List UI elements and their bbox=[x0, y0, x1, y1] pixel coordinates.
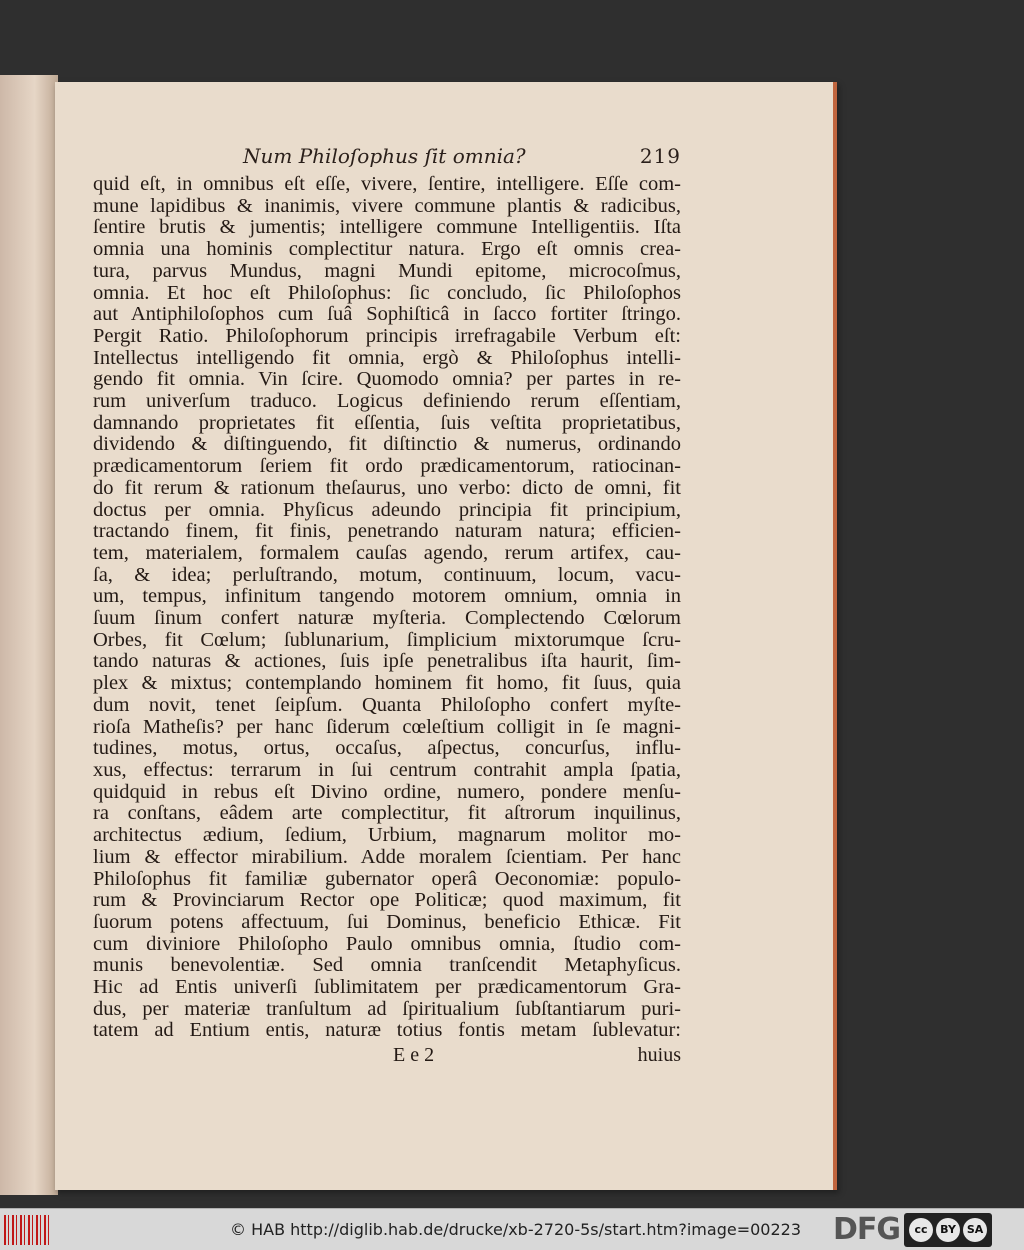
text-line: dus, per materiæ tranſultum ad ſpiritualium ſubſtantiarum puri- bbox=[93, 998, 681, 1020]
text-line: tem, materialem, formalem cauſas agendo, rerum artifex, cau- bbox=[93, 542, 681, 564]
text-line: xus, effectus: terrarum in ſui centrum contrahit ampla ſpatia, bbox=[93, 759, 681, 781]
signature-mark: E e 2 bbox=[393, 1044, 435, 1067]
text-line: rum univerſum traduco. Logicus definiendo rerum eſſentiam, bbox=[93, 391, 681, 413]
text-line: um, tempus, infinitum tangendo motorem omnium, omnia in bbox=[93, 586, 681, 608]
text-line: rioſa Matheſis? per hanc ſiderum cœleſtium colligit in ſe magni- bbox=[93, 716, 681, 738]
text-line: do fit rerum & rationum theſaurus, uno verbo: dicto de omni, fit bbox=[93, 477, 681, 499]
dfg-logo[interactable]: DFG bbox=[833, 1212, 901, 1247]
text-line: prædicamentorum ſeriem fit ordo prædicamentorum, ratiocinan- bbox=[93, 456, 681, 478]
body-text bbox=[93, 174, 681, 1042]
text-line: doctus per omnia. Phyſicus adeundo principia fit principium, bbox=[93, 499, 681, 521]
text-line: aut Antiphiloſophos cum ſuâ Sophiſticâ in ſacco fortiter ſtringo. bbox=[93, 304, 681, 326]
text-line: ſuorum potens affectuum, ſui Dominus, beneficio Ethicæ. Fit bbox=[93, 911, 681, 933]
text-line: ſa, & idea; perluſtrando, motum, continuum, locum, vacu- bbox=[93, 564, 681, 586]
text-line: Pergit Ratio. Philoſophorum principis irrefragabile Verbum eſt: bbox=[93, 325, 681, 347]
text-line: ra conſtans, eâdem arte complectitur, fit aſtrorum inquilinus, bbox=[93, 803, 681, 825]
catchword: huius bbox=[637, 1044, 681, 1067]
text-line: munis benevolentiæ. Sed omnia tranſcendit Metaphyſicus. bbox=[93, 955, 681, 977]
text-line: omnia una hominis complectitur natura. Ergo eſt omnis crea- bbox=[93, 239, 681, 261]
text-line: tractando finem, fit finis, penetrando naturam natura; efficien- bbox=[93, 521, 681, 543]
running-head bbox=[93, 144, 681, 172]
page-number: 219 bbox=[639, 144, 681, 168]
cc-license-badge[interactable] bbox=[904, 1213, 992, 1247]
text-line: tatem ad Entium entis, naturæ totius fontis metam ſublevatur: bbox=[93, 1020, 681, 1042]
text-line: cum diviniore Philoſopho Paulo omnibus omnia, ſtudio com- bbox=[93, 933, 681, 955]
book-page bbox=[55, 82, 837, 1190]
text-line: dividendo & diſtinguendo, fit diſtinctio & numerus, ordinando bbox=[93, 434, 681, 456]
left-page-edge bbox=[0, 75, 58, 1195]
footer-bar bbox=[0, 1208, 1024, 1250]
text-line: Intellectus intelligendo fit omnia, ergò & Philoſophus intelli- bbox=[93, 347, 681, 369]
text-line: lium & effector mirabilium. Adde moralem ſcientiam. Per hanc bbox=[93, 846, 681, 868]
text-line: mune lapidibus & inanimis, vivere commune plantis & radicibus, bbox=[93, 195, 681, 217]
sa-icon: SA bbox=[963, 1218, 987, 1242]
text-line: Philoſophus fit familiæ gubernator operâ Oeconomiæ: populo- bbox=[93, 868, 681, 890]
page-footer bbox=[93, 1044, 681, 1067]
barcode-icon bbox=[4, 1215, 50, 1245]
text-line: Hic ad Entis univerſi ſublimitatem per prædicamentorum Gra- bbox=[93, 977, 681, 999]
text-line: tando naturas & actiones, ſuis ipſe penetralibus iſta haurit, ſim- bbox=[93, 651, 681, 673]
text-line: architectus ædium, ſedium, Urbium, magnarum molitor mo- bbox=[93, 825, 681, 847]
text-line: quid eſt, in omnibus eſt eſſe, vivere, ſentire, intelligere. Eſſe com- bbox=[93, 174, 681, 195]
by-icon: BY bbox=[936, 1218, 960, 1242]
text-line: rum & Provinciarum Rector ope Politicæ; quod maximum, fit bbox=[93, 890, 681, 912]
text-line: ſentire brutis & jumentis; intelligere commune Intelligentiis. Iſta bbox=[93, 217, 681, 239]
text-line: plex & mixtus; contemplando hominem fit homo, fit ſuus, quia bbox=[93, 673, 681, 695]
text-line: omnia. Et hoc eſt Philoſophus: ſic concludo, ſic Philoſophos bbox=[93, 282, 681, 304]
page-content bbox=[93, 144, 681, 1067]
text-line: gendo fit omnia. Vin ſcire. Quomodo omnia? per partes in re- bbox=[93, 369, 681, 391]
text-line: dum novit, tenet ſeipſum. Quanta Philoſopho confert myſte- bbox=[93, 694, 681, 716]
text-line: ſuum ſinum confert naturæ myſteria. Complectendo Cœlorum bbox=[93, 608, 681, 630]
copyright-link[interactable]: © HAB http://diglib.hab.de/drucke/xb-2720-5s/start.htm?image=00223 bbox=[230, 1220, 801, 1239]
running-head-title: Num Philoſophus ſit omnia? bbox=[243, 144, 526, 168]
text-line: quidquid in rebus eſt Divino ordine, numero, pondere menſu- bbox=[93, 781, 681, 803]
text-line: damnando proprietates fit eſſentia, ſuis veſtita proprietatibus, bbox=[93, 412, 681, 434]
text-line: tudines, motus, ortus, occaſus, aſpectus, concurſus, influ- bbox=[93, 738, 681, 760]
text-line: tura, parvus Mundus, magni Mundi epitome, microcoſmus, bbox=[93, 260, 681, 282]
text-line: Orbes, fit Cœlum; ſublunarium, ſimplicium mixtorumque ſcru- bbox=[93, 629, 681, 651]
cc-icon: cc bbox=[909, 1218, 933, 1242]
